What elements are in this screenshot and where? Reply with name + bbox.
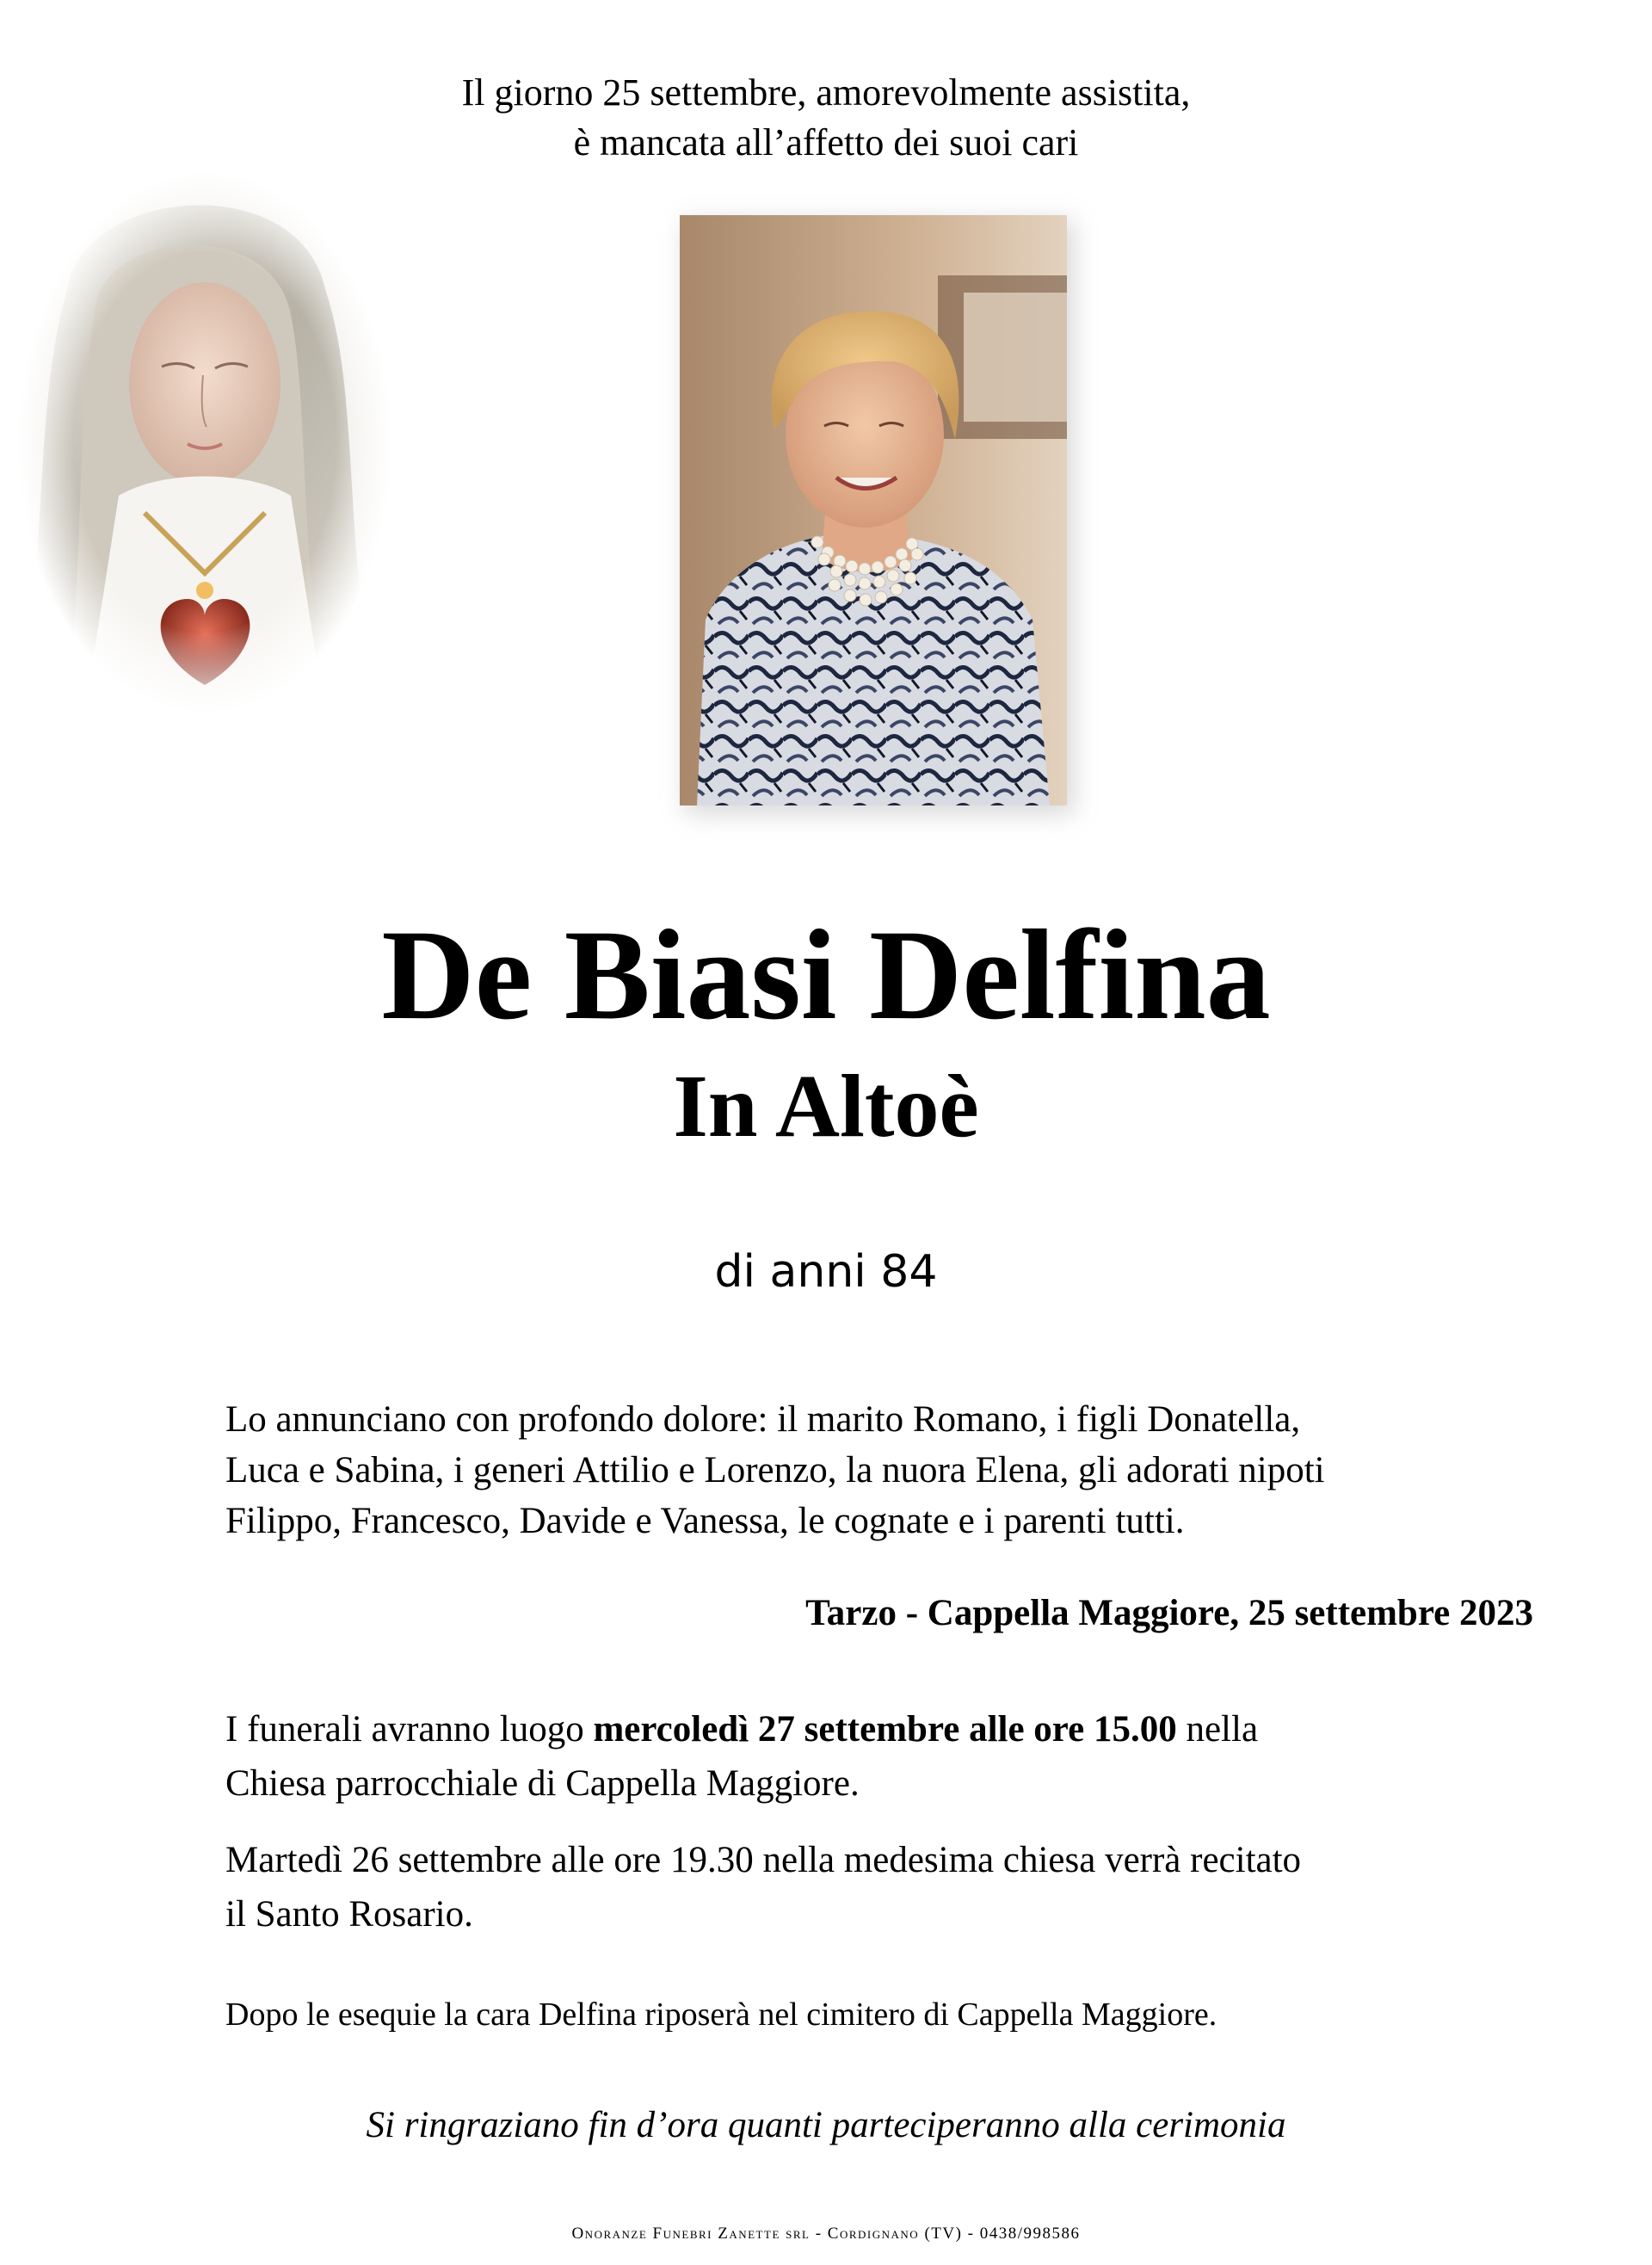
deceased-portrait-photo [680, 215, 1067, 805]
thanks-text: Si ringraziano fin d’ora quanti parteciperanno alla cerimonia [366, 2105, 1286, 2145]
announcement-line-2: Luca e Sabina, i generi Attilio e Lorenzo, la nuora Elena, gli adorati nipoti [225, 1450, 1325, 1490]
funeral-date-time: mercoledì 27 settembre alle ore 15.00 [593, 1709, 1177, 1750]
intro-line-2: è mancata all’affetto dei suoi cari [573, 121, 1079, 164]
married-name: In Altoè [673, 1057, 979, 1156]
funeral-line-2: Chiesa parrocchiale di Cappella Maggiore. [225, 1763, 860, 1804]
burial-text: Dopo le esequie la cara Delfina riposerà nel cimitero di Cappella Maggiore. [225, 1997, 1217, 2033]
rosary-paragraph [225, 1833, 1550, 1941]
funeral-paragraph [225, 1702, 1550, 1811]
rosary-line-2: il Santo Rosario. [225, 1894, 473, 1935]
age-text: di anni 84 [714, 1246, 938, 1298]
funeral-suffix: nella [1176, 1709, 1259, 1750]
rosary-line-1: Martedì 26 settembre alle ore 19.30 nella medesima chiesa verrà recitato [225, 1840, 1302, 1880]
madonna-portrait-image [15, 169, 394, 716]
funeral-prefix: I funerali avranno luogo [225, 1709, 594, 1750]
announcement-line-1: Lo annunciano con profondo dolore: il marito Romano, i figli Donatella, [225, 1399, 1301, 1440]
announcement-line-3: Filippo, Francesco, Davide e Vanessa, le cognate e i parenti tutti. [225, 1501, 1185, 1541]
announcement-paragraph [225, 1394, 1550, 1546]
funeral-home-footer: Onoranze Funebri Zanette srl - Cordignano (TV) - 0438/998586 [571, 2225, 1081, 2243]
deceased-name: De Biasi Delfina [381, 904, 1271, 1046]
intro-line-1: Il giorno 25 settembre, amorevolmente assistita, [461, 71, 1191, 114]
place-date: Tarzo - Cappella Maggiore, 25 settembre 2023 [805, 1593, 1533, 1633]
